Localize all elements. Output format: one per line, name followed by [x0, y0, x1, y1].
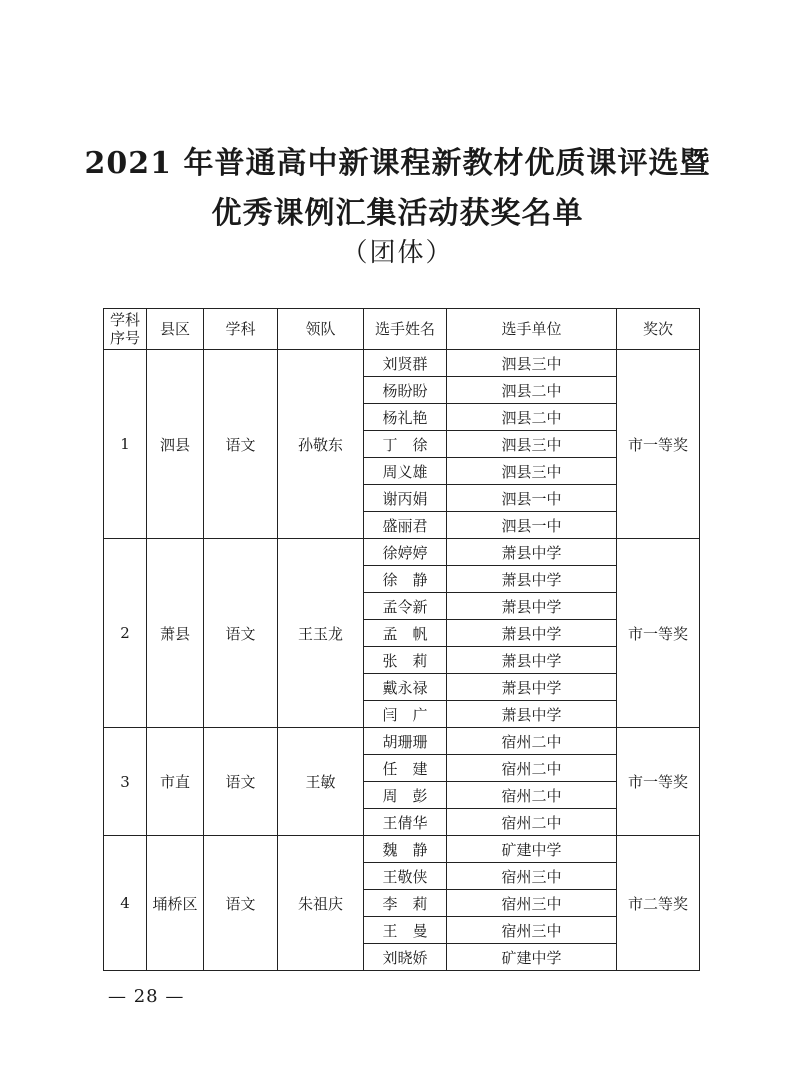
table-row	[104, 539, 700, 566]
column-header-seq: 学科序号	[104, 309, 147, 350]
group-subject-cell: 语文	[204, 728, 278, 836]
group-seq-cell: 4	[104, 836, 147, 971]
player-name-cell: 孟令新	[364, 593, 447, 620]
player-unit-cell: 宿州二中	[447, 809, 617, 836]
player-name-cell: 李 莉	[364, 890, 447, 917]
player-unit-cell: 泗县二中	[447, 404, 617, 431]
group-leader-cell: 朱祖庆	[278, 836, 364, 971]
column-header-county: 县区	[147, 309, 204, 350]
player-name-cell: 孟 帆	[364, 620, 447, 647]
player-name-cell: 杨盼盼	[364, 377, 447, 404]
group-subject-cell: 语文	[204, 539, 278, 728]
player-name-cell: 魏 静	[364, 836, 447, 863]
column-header-player-name: 选手姓名	[364, 309, 447, 350]
player-unit-cell: 泗县三中	[447, 350, 617, 377]
player-unit-cell: 矿建中学	[447, 944, 617, 971]
group-leader-cell: 王敏	[278, 728, 364, 836]
player-name-cell: 徐婷婷	[364, 539, 447, 566]
player-name-cell: 杨礼艳	[364, 404, 447, 431]
award-roster-table	[103, 308, 700, 971]
group-award-cell: 市一等奖	[617, 728, 700, 836]
player-name-cell: 任 建	[364, 755, 447, 782]
column-header-player-unit: 选手单位	[447, 309, 617, 350]
player-name-cell: 盛丽君	[364, 512, 447, 539]
player-name-cell: 王敬侠	[364, 863, 447, 890]
player-unit-cell: 宿州三中	[447, 863, 617, 890]
player-unit-cell: 泗县一中	[447, 512, 617, 539]
group-seq-cell: 1	[104, 350, 147, 539]
player-name-cell: 王 曼	[364, 917, 447, 944]
player-name-cell: 戴永禄	[364, 674, 447, 701]
group-subject-cell: 语文	[204, 836, 278, 971]
group-leader-cell: 孙敬东	[278, 350, 364, 539]
table-header-row	[104, 309, 700, 350]
player-unit-cell: 萧县中学	[447, 566, 617, 593]
group-award-cell: 市一等奖	[617, 539, 700, 728]
player-unit-cell: 宿州三中	[447, 890, 617, 917]
player-unit-cell: 萧县中学	[447, 701, 617, 728]
player-unit-cell: 泗县三中	[447, 458, 617, 485]
player-unit-cell: 萧县中学	[447, 674, 617, 701]
player-unit-cell: 泗县三中	[447, 431, 617, 458]
document-title-line-1: 2021 年普通高中新课程新教材优质课评选暨	[84, 146, 711, 181]
group-subject-cell: 语文	[204, 350, 278, 539]
column-header-subject: 学科	[204, 309, 278, 350]
player-name-cell: 刘晓娇	[364, 944, 447, 971]
player-name-cell: 刘贤群	[364, 350, 447, 377]
column-header-leader: 领队	[278, 309, 364, 350]
player-name-cell: 闫 广	[364, 701, 447, 728]
player-unit-cell: 宿州二中	[447, 728, 617, 755]
player-name-cell: 周义雄	[364, 458, 447, 485]
group-county-cell: 萧县	[147, 539, 204, 728]
table-row	[104, 350, 700, 377]
group-county-cell: 埇桥区	[147, 836, 204, 971]
player-unit-cell: 泗县二中	[447, 377, 617, 404]
group-award-cell: 市一等奖	[617, 350, 700, 539]
player-name-cell: 张 莉	[364, 647, 447, 674]
player-unit-cell: 宿州三中	[447, 917, 617, 944]
group-leader-cell: 王玉龙	[278, 539, 364, 728]
player-unit-cell: 宿州二中	[447, 782, 617, 809]
player-unit-cell: 萧县中学	[447, 593, 617, 620]
group-award-cell: 市二等奖	[617, 836, 700, 971]
player-name-cell: 徐 静	[364, 566, 447, 593]
player-unit-cell: 萧县中学	[447, 620, 617, 647]
player-name-cell: 谢丙娟	[364, 485, 447, 512]
group-seq-cell: 2	[104, 539, 147, 728]
player-unit-cell: 矿建中学	[447, 836, 617, 863]
player-unit-cell: 泗县一中	[447, 485, 617, 512]
group-county-cell: 泗县	[147, 350, 204, 539]
player-name-cell: 周 彭	[364, 782, 447, 809]
player-name-cell: 丁 徐	[364, 431, 447, 458]
player-name-cell: 胡珊珊	[364, 728, 447, 755]
player-unit-cell: 宿州二中	[447, 755, 617, 782]
column-header-award: 奖次	[617, 309, 700, 350]
player-unit-cell: 萧县中学	[447, 647, 617, 674]
table-row	[104, 728, 700, 755]
player-unit-cell: 萧县中学	[447, 539, 617, 566]
page-number: — 28 —	[108, 986, 185, 1007]
document-subtitle: （团体）	[341, 238, 454, 268]
group-seq-cell: 3	[104, 728, 147, 836]
player-name-cell: 王倩华	[364, 809, 447, 836]
table-row	[104, 836, 700, 863]
document-title-line-2: 优秀课例汇集活动获奖名单	[211, 196, 584, 231]
group-county-cell: 市直	[147, 728, 204, 836]
